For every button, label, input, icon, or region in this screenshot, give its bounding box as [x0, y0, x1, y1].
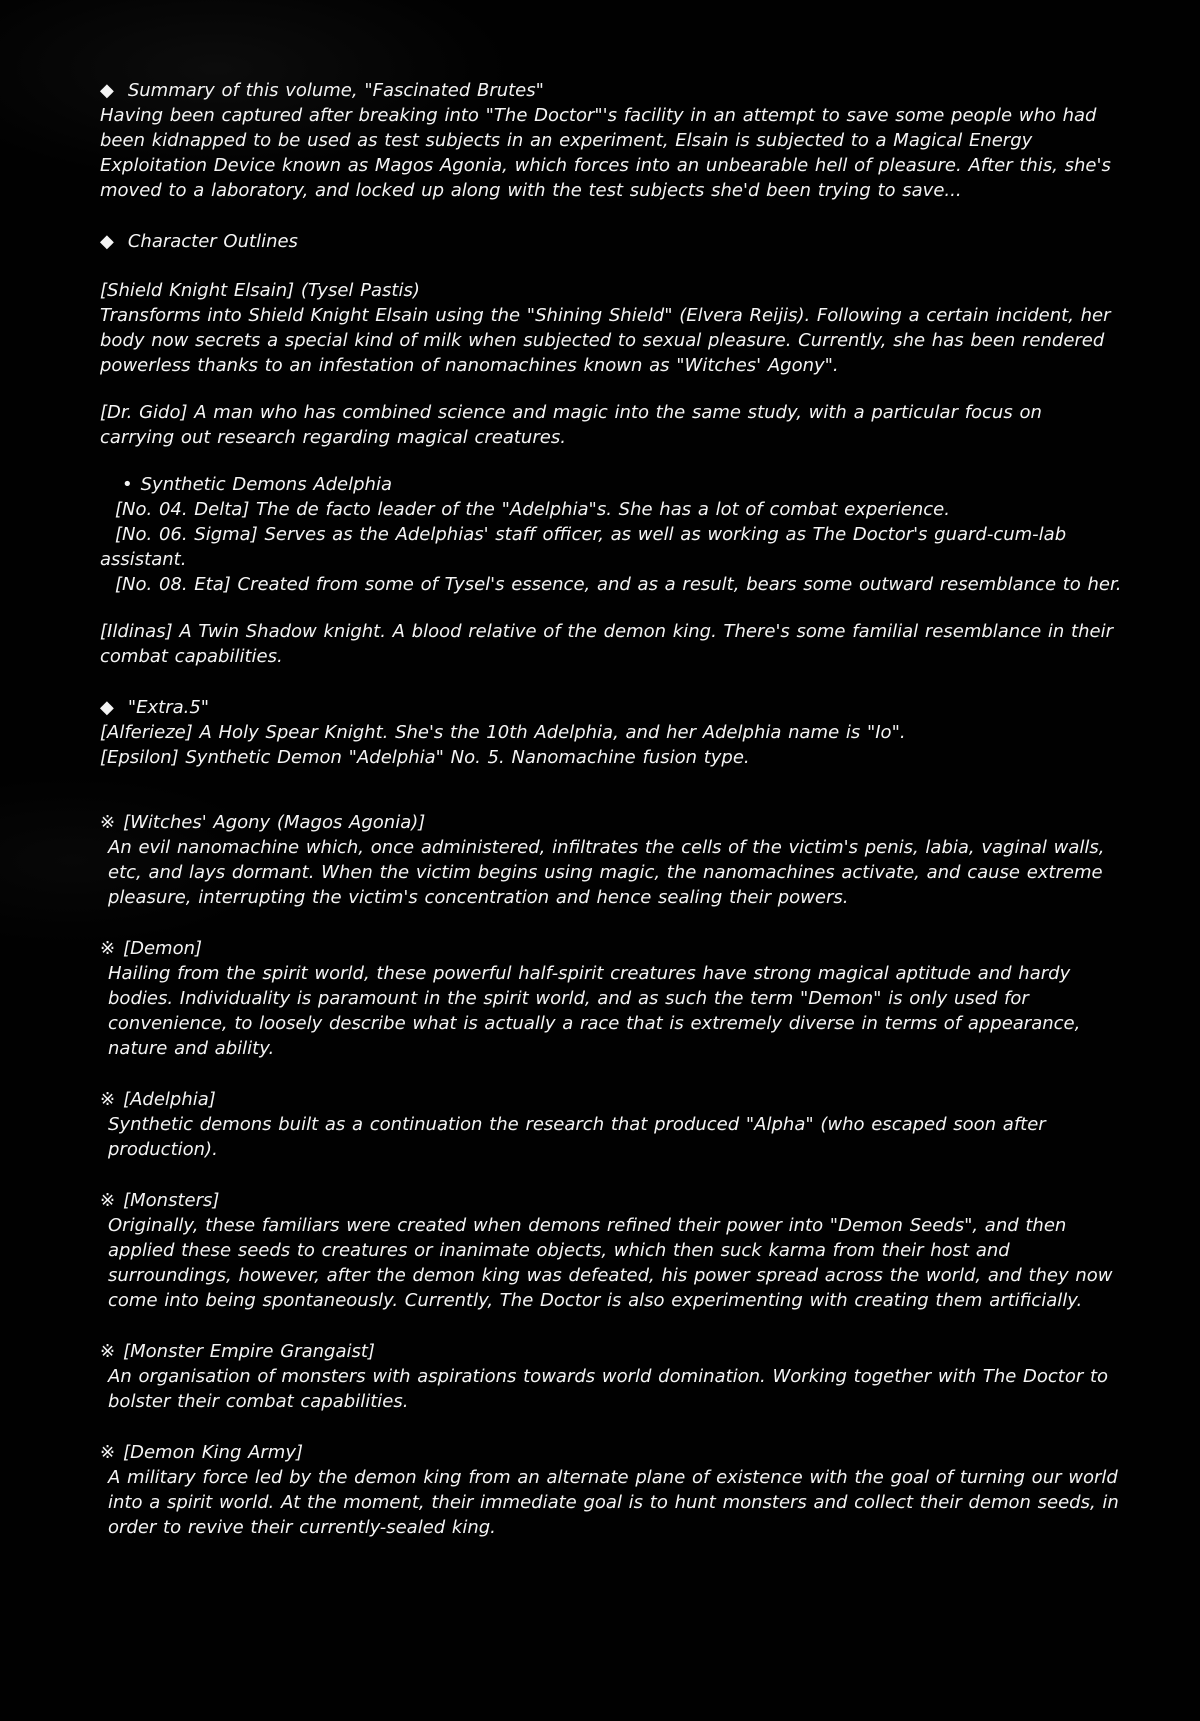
- glossary-definition: Originally, these familiars were created when demons refined their power into "Demon Seeds", and then applied these seeds to creatures or inanimate objects, which then suck karma from their host and surroundings, however, after the demon king was defeated, his power spread across the world, and they now come into being spontaneously. Currently, The Doctor is also experimenting with creating them artificially.: [108, 1215, 1113, 1311]
- diamond-icon: ◆: [100, 231, 114, 252]
- character-outlines-heading: [100, 229, 1122, 254]
- character-outlines-heading-text: Character Outlines: [127, 231, 298, 252]
- character-entry-elsain: [100, 278, 1122, 378]
- reference-mark-icon: ※: [100, 1442, 116, 1463]
- elsain-body: Transforms into Shield Knight Elsain using the "Shining Shield" (Elvera Reijis). Following a certain incident, her body now secrets a special kind of milk when subjected to sexual pleasure. Currently, she has been rendered powerless thanks to an infestation of nanomachines known as "Witches' Agony".: [100, 305, 1111, 376]
- gido-body: [Dr. Gido] A man who has combined science and magic into the same study, with a particular focus on carrying out research regarding magical creatures.: [100, 402, 1042, 448]
- adelphia-subgroup-title-text: Synthetic Demons Adelphia: [140, 474, 392, 495]
- elsain-title: [Shield Knight Elsain] (Tysel Pastis): [100, 280, 420, 301]
- summary-body: Having been captured after breaking into "The Doctor"'s facility in an attempt to save some people who had been kidnapped to be used as test subjects in an experiment, Elsain is subjected to a Magical Energy Exploitation Device known as Magos Agonia, which forces into an unbearable hell of pleasure. After this, she's moved to a laboratory, and locked up along with the test subjects she'd been trying to save...: [100, 105, 1111, 201]
- adelphia-item-eta: [No. 08. Eta] Created from some of Tysel's essence, and as a result, bears some outward resemblance to her.: [115, 574, 1122, 595]
- character-entry-ildinas: [100, 619, 1122, 669]
- section-summary: [100, 78, 1122, 203]
- glossary-term-text: [Monster Empire Grangaist]: [123, 1341, 375, 1362]
- character-entry-gido: [100, 400, 1122, 450]
- glossary-term: [100, 1087, 1122, 1112]
- extra5-heading-text: "Extra.5": [127, 697, 210, 718]
- diamond-icon: ◆: [100, 80, 114, 101]
- glossary-entry-adelphia: [100, 1087, 1122, 1162]
- reference-mark-icon: ※: [100, 1341, 116, 1362]
- glossary-definition: A military force led by the demon king from an alternate plane of existence with the goal of turning our world into a spirit world. At the moment, their immediate goal is to hunt monsters and collect their demon seeds, in order to revive their currently-sealed king.: [108, 1467, 1119, 1538]
- reference-mark-icon: ※: [100, 1190, 116, 1211]
- glossary-term-text: [Demon King Army]: [123, 1442, 304, 1463]
- extra5-heading: [100, 695, 1122, 720]
- section-character-outlines-heading: [100, 229, 1122, 254]
- summary-heading-text: Summary of this volume, "Fascinated Brutes": [127, 80, 544, 101]
- glossary-entry-monster-empire: [100, 1339, 1122, 1414]
- glossary-entry-witches-agony: [100, 810, 1122, 910]
- glossary-term: [100, 1339, 1122, 1364]
- ildinas-body: [Ildinas] A Twin Shadow knight. A blood relative of the demon king. There's some familial resemblance in their combat capabilities.: [100, 621, 1113, 667]
- extra5-line-alferieze: [Alferieze] A Holy Spear Knight. She's the 10th Adelphia, and her Adelphia name is "Io".: [100, 722, 906, 743]
- adelphia-item-delta: [No. 04. Delta] The de facto leader of the "Adelphia"s. She has a lot of combat experience.: [115, 499, 950, 520]
- glossary-term: [100, 1440, 1122, 1465]
- glossary-entry-demon-king-army: [100, 1440, 1122, 1540]
- glossary-term-text: [Demon]: [123, 938, 203, 959]
- glossary-definition: Hailing from the spirit world, these powerful half-spirit creatures have strong magical aptitude and hardy bodies. Individuality is paramount in the spirit world, and as such the term "Demon" is only used for convenience, to loosely describe what is actually a race that is extremely diverse in terms of appearance, nature and ability.: [108, 963, 1081, 1059]
- glossary-term-text: [Witches' Agony (Magos Agonia)]: [123, 812, 426, 833]
- reference-mark-icon: ※: [100, 1089, 116, 1110]
- glossary-term-text: [Adelphia]: [123, 1089, 216, 1110]
- glossary-definition: Synthetic demons built as a continuation the research that produced "Alpha" (who escaped soon after production).: [108, 1114, 1046, 1160]
- summary-heading: [100, 78, 1122, 103]
- character-subgroup-adelphia: [100, 472, 1122, 597]
- glossary-term: [100, 1188, 1122, 1213]
- glossary-term-text: [Monsters]: [123, 1190, 220, 1211]
- glossary-term: [100, 810, 1122, 835]
- glossary-entry-demon: [100, 936, 1122, 1061]
- glossary-definition: An organisation of monsters with aspirations towards world domination. Working together with The Doctor to bolster their combat capabilities.: [108, 1366, 1109, 1412]
- glossary-entry-monsters: [100, 1188, 1122, 1313]
- reference-mark-icon: ※: [100, 938, 116, 959]
- adelphia-subgroup-title: [122, 472, 1122, 497]
- diamond-icon: ◆: [100, 697, 114, 718]
- glossary-term: [100, 936, 1122, 961]
- reference-mark-icon: ※: [100, 812, 116, 833]
- glossary-definition: An evil nanomachine which, once administered, infiltrates the cells of the victim's penis, labia, vaginal walls, etc, and lays dormant. When the victim begins using magic, the nanomachines activate, and cause extreme pleasure, interrupting the victim's concentration and hence sealing their powers.: [108, 837, 1105, 908]
- extra5-line-epsilon: [Epsilon] Synthetic Demon "Adelphia" No. 5. Nanomachine fusion type.: [100, 747, 750, 768]
- adelphia-item-sigma: [No. 06. Sigma] Serves as the Adelphias' staff officer, as well as working as The Doctor's guard-cum-lab assistant.: [100, 524, 1067, 570]
- bullet-icon: •: [122, 474, 133, 495]
- section-extra5: [100, 695, 1122, 770]
